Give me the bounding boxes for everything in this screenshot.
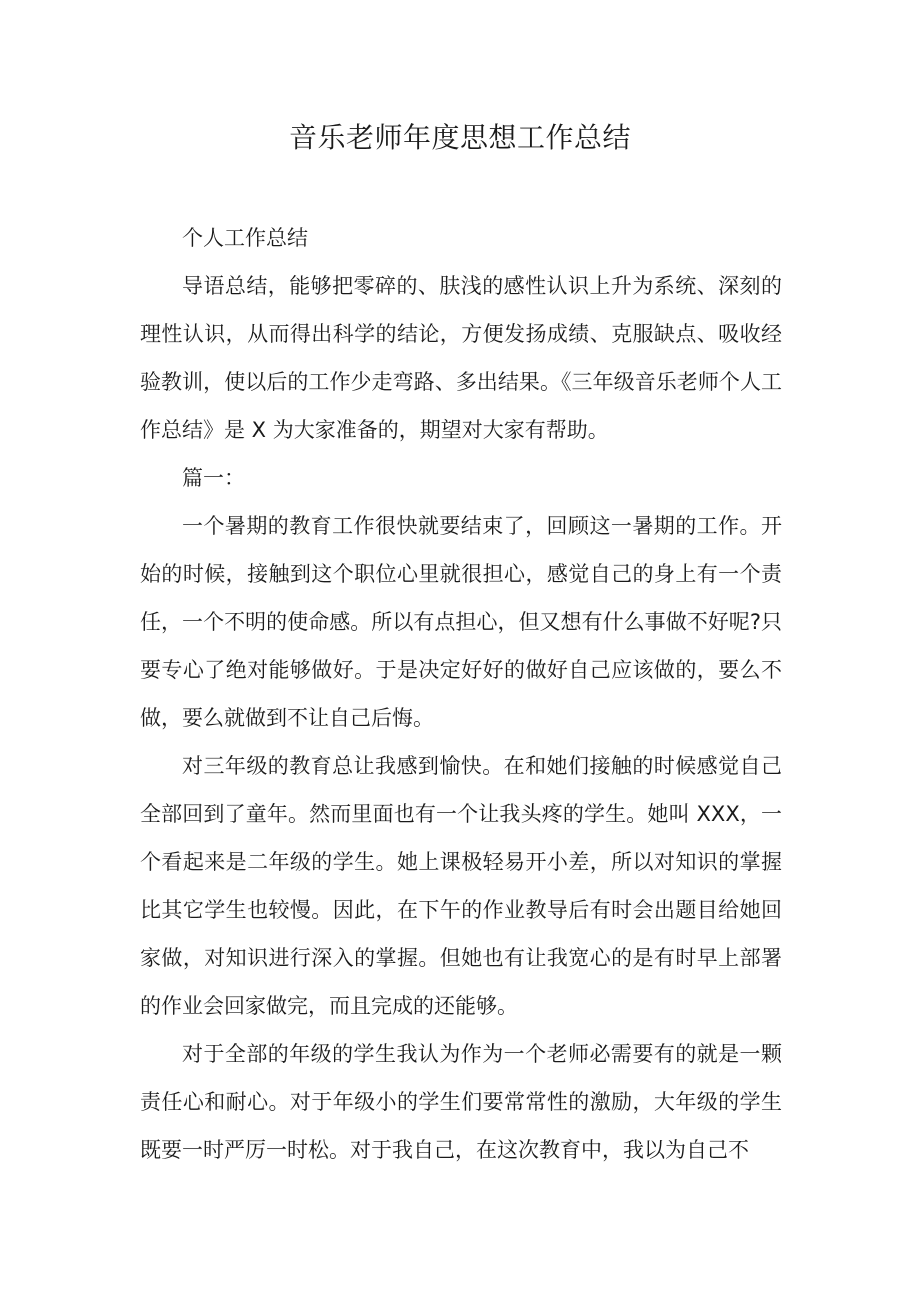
document-title: 音乐老师年度思想工作总结 bbox=[288, 121, 631, 154]
part-one-heading: 篇一： bbox=[182, 466, 245, 490]
intro-paragraph: 导语总结，能够把零碎的、肤浅的感性认识上升为系统、深刻的理性认识，从而得出科学的结论，方便发扬成绩、克服缺点、吸收经验教训，使以后的工作少走弯路、多出结果。《三年级音乐老师个人工作总结》是 X 为大家准备的，期望对大家有帮助。 bbox=[140, 274, 782, 442]
body-paragraph: 对于全部的年级的学生我认为作为一个老师必需要有的就是一颗责任心和耐心。对于年级小的学生们要常常性的激励，大年级的学生既要一时严厉一时松。对于我自己，在这次教育中，我以为自己不 bbox=[140, 1042, 782, 1162]
document-body bbox=[140, 214, 782, 1174]
body-paragraph: 一个暑期的教育工作很快就要结束了，回顾这一暑期的工作。开始的时候，接触到这个职位心里就很担心，感觉自己的身上有一个责任，一个不明的使命感。所以有点担心，但又想有什么事做不好呢?只要专心了绝对能够做好。于是决定好好的做好自己应该做的，要么不做，要么就做到不让自己后悔。 bbox=[140, 514, 782, 730]
body-paragraph: 对三年级的教育总让我感到愉快。在和她们接触的时候感觉自己全部回到了童年。然而里面也有一个让我头疼的学生。她叫 XXX，一个看起来是二年级的学生。她上课极轻易开小差，所以对知识的掌握比其它学生也较慢。因此，在下午的作业教导后有时会出题目给她回家做，对知识进行深入的掌握。但她也有让我宽心的是有时早上部署的作业会回家做完，而且完成的还能够。 bbox=[140, 754, 782, 1018]
section-heading-personal-summary: 个人工作总结 bbox=[182, 226, 308, 250]
